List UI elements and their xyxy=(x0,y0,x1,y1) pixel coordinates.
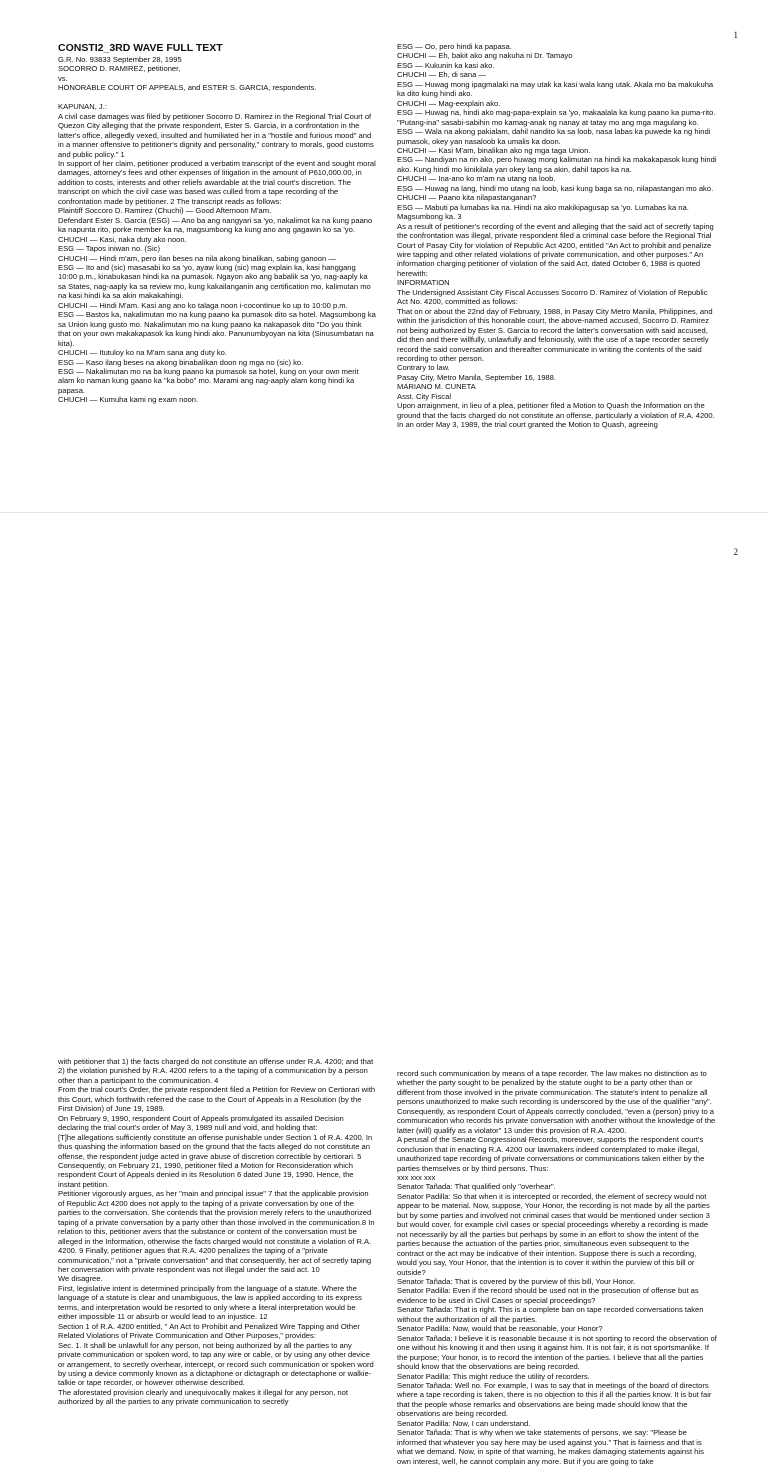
text-line: ESG — Huwag na, hindi ako mag-papa-explain sa 'yo, makaalala ka kung paano ka puma-rito. "Putang-ina" sasabi-sabihin mo kamag-anak ng nanay at tatay mo ang mga magulang ko. xyxy=(397,108,716,127)
text-line: CHUCHI — Hindi m'am, pero ilan beses na nila akong binalikan, sabing ganoon — xyxy=(58,253,336,263)
text-line: CHUCHI — Eh, di sana — xyxy=(397,70,487,80)
text-line: Asst. City Fiscal xyxy=(397,391,452,401)
text-line: ESG — Mabuti pa lumabas ka na. Hindi na ako makikipagusap sa 'yo. Lumabas ka na. Magsumbong ka. 3 xyxy=(397,202,689,222)
text-line: ESG — Kaso ilang beses na akong binabalikan doon ng mga no (sic) ko. xyxy=(58,357,304,367)
text-line: Senator Tañada: That is right. This is a complete ban on tape recorded conversations taken without the authorization of all the parties. xyxy=(397,1305,704,1324)
text-line: ESG — Wala na akong pakialam, dahil nandito ka sa loob, nasa labas ka puwede ka ng hindi pumasok, okey yan nasaloob ka umalis ka doon. xyxy=(397,127,711,146)
text-line: ESG — Nandiyan na rin ako, pero huwag mong kalimutan na hindi ka makakapasok kung hindi ako. Kung hindi mo kinikilala yan okey lang sa akin, dahil tapos ka na. xyxy=(397,155,717,174)
text-line: On February 9, 1990, respondent Court of Appeals promulgated its assailed Decision declaring the trial court's order of May 3, 1989 null and void, and holding that: xyxy=(58,1113,344,1133)
page-number: 1 xyxy=(733,30,738,40)
text-line: A civil case damages was filed by petitioner Socorro D. Ramirez in the Regional Trial Court of Quezon City alleging that the private respondent, Ester S. Garcia, in a confrontation in the latter's office, allegedly vexed, insulted and humiliated her in a "hostile and furious mood" and in a manner offensive to petitioner's dignity and personality," contrary to morals, good customs and public policy." 1 xyxy=(58,111,374,159)
text-line xyxy=(58,93,376,102)
text-line: Senator Tañada: That is why when we take statements of persons, we say: "Please be informed that whatever you say here may be used against you." That is fairness and that is what we demand. Now, in spite of that warning, he makes damaging statements against his own interest, well, he cannot complain any more. But if you are going to take xyxy=(397,1428,704,1466)
text-line: CHUCHI — Eh, bakit ako ang nakuha ni Dr. Tamayo xyxy=(397,51,573,61)
text-line: CHUCHI — Paano kita nilapastanganan? xyxy=(397,193,537,203)
text-line: Senator Padilla: So that when it is intercepted or recorded, the element of secrecy would not appear to be material. Now, suppose, Your Honor, the recording is not made by all the parties but by some parties and involved not criminal cases that would be mentioned under section 3 but would cover, for example civil cases or special proceedings whereby a recording is made not necessarily by all the parties but perhaps by some in an effort to show the intent of the parties because the actuation of the parties prior, simultaneous even subsequent to the contract or the act may be indicative of their intention. Suppose there is such a recording, would you say, Your Honor, that the intention is to cover it within the purview of this bill or outside? xyxy=(397,1191,710,1277)
text-line: Senator Tañada: That qualified only "overhear". xyxy=(397,1182,556,1192)
document-title: CONSTI2_3RD WAVE FULL TEXT xyxy=(58,42,223,54)
text-line: CHUCHI — Itutuloy ko na M'am sana ang duty ko. xyxy=(58,348,228,358)
text-line: ESG — Tapos iniwan no. (Sic) xyxy=(58,244,160,254)
text-line: KAPUNAN, J.: xyxy=(58,102,107,112)
text-line: ESG — Bastos ka, nakalimutan mo na kung paano ka pumasok dito sa hotel. Magsumbong ka sa Union kung gusto mo. Nakalimutan mo na kung paano ka nakapasok dito "Do you think that on your own makakapasok ka kung hindi ako. Panunumbyoyan na kita (Sinusumbatan na kita). xyxy=(58,310,376,348)
text-line: CHUCHI — Ina-ano ko m'am na utang na loob. xyxy=(397,174,556,184)
text-line: ESG — Huwag na lang, hindi mo utang na loob, kasi kung baga sa no, nilapastangan mo ako. xyxy=(397,183,714,193)
text-line: Senator Padilla: This might reduce the utility of recorders. xyxy=(397,1371,590,1381)
document-page-2 xyxy=(0,512,768,1466)
text-line: CHUCHI — Kumuha kami ng exam noon. xyxy=(58,395,199,405)
text-line: G.R. No. 93833 September 28, 1995 xyxy=(58,55,182,64)
text-line: Upon arraignment, in lieu of a plea, petitioner filed a Motion to Quash the Information on the ground that the facts charged do not constitute an offense, particularly a violation of R.A. 4200. In an order May 3, 1989, the trial court granted the Motion to Quash, agreeing xyxy=(397,401,715,430)
text-line: Section 1 of R.A. 4200 entitled, " An Act to Prohibit and Penalized Wire Tapping and Other Related Violations of Private Communication and Other Purposes," provides: xyxy=(58,1321,360,1341)
text-line: Senator Tañada: Well no. For example, I was to say that in meetings of the board of directors where a tape recording is taken, there is no objection to this if all the parties know. It is but fair that the people whose remarks and observations are being made should know that the observations are being recorded. xyxy=(397,1380,712,1419)
page-number: 2 xyxy=(733,547,738,557)
text-line: with petitioner that 1) the facts charged do not constitute an offense under R.A. 4200; and that 2) the violation punished by R.A. 4200 refers to a the taping of a communication by a person other than a participant to the communication. 4 xyxy=(58,1057,374,1085)
text-line: MARIANO M. CUNETA xyxy=(397,382,476,392)
page-2-left-column xyxy=(58,1057,376,1407)
text-line: As a result of petitioner's recording of the event and alleging that the said act of secretly taping the confrontation was illegal, private respondent filed a criminal case before the Regional Trial Court of Pasay City for violation of Republic Act 4200, entitled "An Act to prohibit and penalize wire tapping and other related violations of private communication, and other purposes." An information charging petitioner of violation of the said Act, dated October 6, 1988 is quoted herewith: xyxy=(397,221,714,278)
text-line: First, legislative intent is determined principally from the language of a statute. Where the language of a statute is clear and unambiguous, the law is applied according to its express terms, and interpretation would be resorted to only where a literal interpretation would be either impossible 11 or absurb or would lead to an injustice. 12 xyxy=(58,1283,362,1322)
text-line: ESG — Nakalimutan mo na ba kung paano ka pumasok sa hotel, kung on your own merit alam ko naman kung gaano ka "ka bobo" mo. Marami ang nag-aaply alam kong hindi ka papasa. xyxy=(58,366,359,395)
text-line: CHUCHI — Kasi, naka duty ako noon. xyxy=(58,234,187,244)
text-line: Pasay City, Metro Manila, September 16, 1988. xyxy=(397,372,556,382)
text-line: That on or about the 22nd day of February, 1988, in Pasay City Metro Manila, Philippines, and within the jurisdiction of this honorable court, the above-named accused, Socorro D. Ramirez not being authorized by Ester S. Garcia to record the latter's conversation with said accused, did then and there willfully, unlawfully and feloniously, with the use of a tape recorder secretly record the said conversation and thereafter communicate in writing the contents of the said recording to other person. xyxy=(397,306,713,363)
text-line: CHUCHI — Kasi M'am, binalikan ako ng mga taga Union. xyxy=(397,145,591,155)
text-line: Senator Tañada: I believe it is reasonable because it is not sporting to record the observation of one without his knowing it and then using it against him. It is not fair, it is not sportsmanlike. If the purpose; Your honor, is to record the intention of the parties. I believe that all the parties should know that the observations are being recorded. xyxy=(397,1333,717,1372)
text-line: ESG — Kukunin ka kasi ako. xyxy=(397,60,495,70)
text-line: In support of her claim, petitioner produced a verbatim transcript of the event and sought moral damages, attorney's fees and other expenses of litigation in the amount of P610,000.00, in addition to costs, interests and other reliefs awardable at the trial court's discretion. The transcript on which the civil case was based was culled from a tape recording of the confrontation made by petitioner. 2 The transcript reads as follows: xyxy=(58,158,376,206)
page-1-left-column xyxy=(58,42,376,405)
text-line: Senator Padilla: Now, would that be reasonable, your Honor? xyxy=(397,1324,603,1334)
page-1-right-column xyxy=(397,42,717,430)
text-line: Senator Padilla: Even if the record should be used not in the prosecution of offense but as evidence to be used in Civil Cases or special proceedings? xyxy=(397,1286,699,1305)
text-line: [T]he allegations sufficiently constitute an offense punishable under Section 1 of R.A. 4200. In thus quashing the information based on the ground that the facts alleged do not constitute an offense, the respondent judge acted in grave abuse of discretion correctible by certiorari. 5 xyxy=(58,1132,373,1161)
text-line: INFORMATION xyxy=(397,278,450,288)
document-page-1 xyxy=(0,0,768,512)
text-line: ESG — Ito and (sic) masasabi ko sa 'yo, ayaw kung (sic) mag explain ka, kasi hanggang 10:00 p.m., kinabukasan hindi ka na pumasok. Ngayon ako ang babalik sa 'yo, nag-aaply ka sa States, nag-aaply ka sa review mo, kung kakailanganin ang certification mo, kalimutan mo na kasi hindi ka sa akin makakahingi. xyxy=(58,262,371,301)
text-line: HONORABLE COURT OF APPEALS, and ESTER S. GARCIA, respondents. xyxy=(58,83,317,93)
text-line: Petitioner vigorously argues, as her "main and principal issue" 7 that the applicable provision of Republic Act 4200 does not apply to the taping of a private conversation by one of the parties to the conversation. She contends that the provision merely refers to the unauthorized taping of a private conversation by a party other than those involved in the communication.8 In relation to this, petitioner avers that the substance or content of the conversation must be alleged in the Information, otherwise the facts charged would not constitute a violation of R.A. 4200. 9 Finally, petitioner agues that R.A. 4200 penalizes the taping of a "private communication," not a "private conversation" and that consequently, her act of secretly taping her conversation with private respondent was not illegal under the said act. 10 xyxy=(58,1189,375,1274)
text-line: The aforestated provision clearly and unequivocally makes it illegal for any person, not authorized by all the parties to any private communication to secretly xyxy=(58,1387,348,1407)
text-line: The Undersigned Assistant City Fiscal Accusses Socorro D. Ramirez of Violation of Republic Act No. 4200, committed as follows: xyxy=(397,287,708,307)
text-line: Sec. 1. It shall be unlawfull for any person, not being authorized by all the parties to any private communication or spoken word, to tap any wire or cable, or by using any other device or arrangement, to secretly overhear, intercept, or record such communication or spoken word by using a device commonly known as a dictaphone or dictagraph or detectaphone or walkie-talkie or tape recorder, or however otherwise described. xyxy=(58,1340,374,1388)
text-line: vs. xyxy=(58,73,68,83)
text-line: CHUCHI — Hindi M'am. Kasi ang ano ko talaga noon i-cocontinue ko up to 10:00 p.m. xyxy=(58,300,348,310)
text-line: Senator Padilla: Now, I can understand. xyxy=(397,1418,531,1428)
text-line: record such communication by means of a tape recorder. The law makes no distinction as to whether the party sought to be penalized by the statute ought to be a party other than or different from those involved in the private communication. The statute's intent to penalize all persons unauthorized to make such recording is underscored by the use of the qualifier "any". Consequently, as respondent Court of Appeals correctly concluded, "even a (person) privy to a communication who records his private conversation with another without the knowledge of the latter (will) qualify as a violator" 13 under this provision of R.A. 4200. xyxy=(397,1069,716,1135)
text-line: A perusal of the Senate Congressional Records, moreover, supports the respondent court's conclusion that in enacting R.A. 4200 our lawmakers indeed contemplated to make illegal, unauthorized tape recording of private conversations or communications taken either by the parties themselves or by third persons. Thus: xyxy=(397,1135,705,1173)
text-line: From the trial court's Order, the private respondent filed a Petition for Review on Certiorari with this Court, which forthwith referred the case to the Court of Appeals in a Resolution (by the First Division) of June 19, 1989. xyxy=(58,1085,376,1114)
text-line: ESG — Huwag mong ipagmalaki na may utak ka kasi wala kang utak. Akala mo ba makukuha ka dito kung hindi ako. xyxy=(397,79,714,99)
text-line: SOCORRO D. RAMIREZ, petitioner, xyxy=(58,64,181,74)
page-2-right-column xyxy=(397,1069,717,1466)
text-line: We disagree. xyxy=(58,1274,103,1284)
text-line: ESG — Oo, pero hindi ka papasa. xyxy=(397,42,512,51)
text-line: Defendant Ester S. Garcia (ESG) — Ano ba ang nangyari sa 'yo, nakalimot ka na kung paano ka napunta rito, porke member ka na, magsumbong ka kung ano ang gagawin ko sa 'yo. xyxy=(58,215,373,235)
text-line: Senator Tañada: That is covered by the purview of this bill, Your Honor. xyxy=(397,1276,636,1286)
text-line: Consequently, on February 21, 1990, petitioner filed a Motion for Reconsideration which respondent Court of Appeals denied in its Resolution 6 dated June 19, 1990. Hence, the instant petition. xyxy=(58,1160,354,1189)
text-line: Plaintiff Soccoro D. Ramirez (Chuchi) — Good Afternoon M'am. xyxy=(58,206,272,216)
text-line: CHUCHI — Mag-eexplain ako. xyxy=(397,98,501,108)
text-line: xxx xxx xxx xyxy=(397,1172,436,1182)
text-line: Contrary to law. xyxy=(397,363,450,373)
